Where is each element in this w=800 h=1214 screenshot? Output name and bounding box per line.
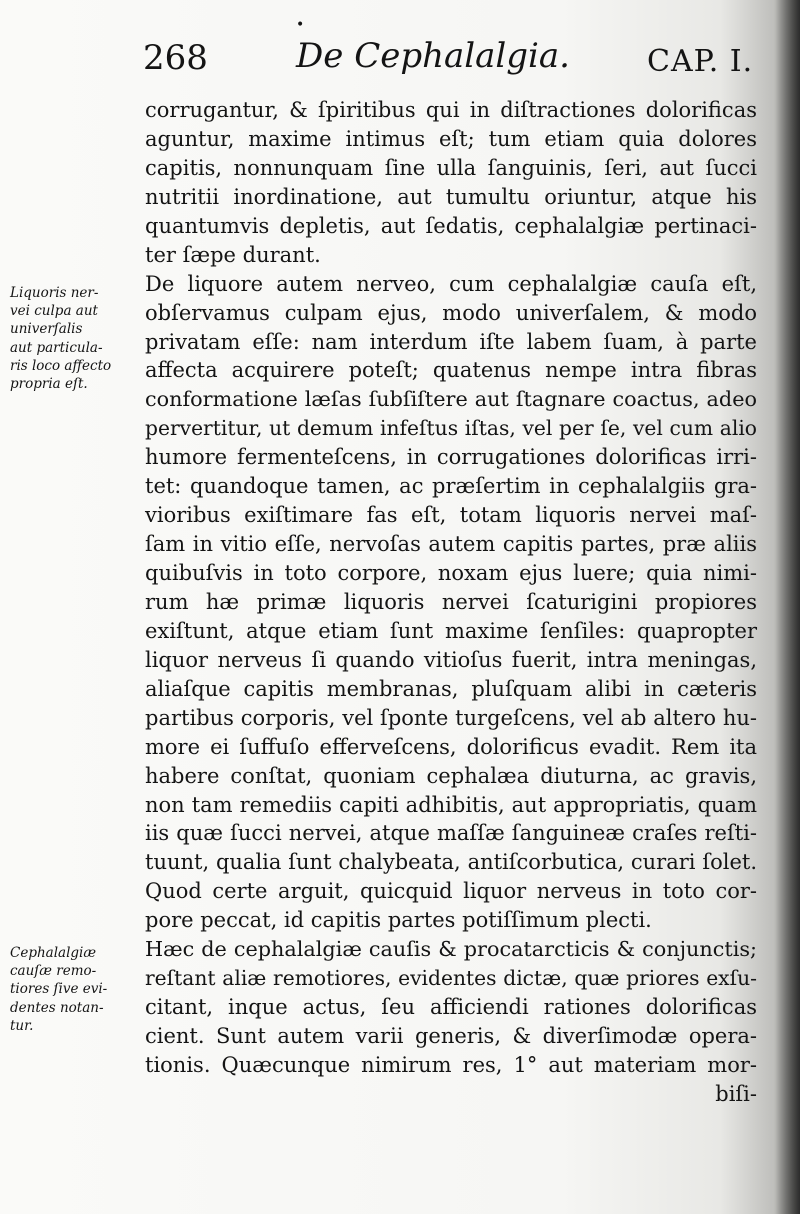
note-line: dentes notan- <box>10 999 104 1016</box>
text-line: conformatione læſas ſubſiſtere aut ſtagnare coactus, adeo <box>145 387 757 412</box>
text-line: rum hæ primæ liquoris nervei ſcaturigini propiores <box>145 589 757 614</box>
note-line: cauſæ remo- <box>10 963 97 980</box>
note-line: Cephalalgiæ <box>10 945 97 961</box>
text-line: privatam eſſe: nam interdum iſte labem ſuam, à parte <box>145 329 757 354</box>
text-line: ſam in vitio eſſe, nervoſas autem capitis partes, præ aliis <box>145 532 757 557</box>
text-line: non tam remediis capiti adhibitis, aut appropriatis, quam <box>145 792 757 817</box>
note-line: Liquoris ner- <box>10 285 99 301</box>
running-title: De Cephalalgia. <box>296 36 570 76</box>
body-text <box>145 96 757 1109</box>
binding-shadow <box>774 0 800 1214</box>
catchword: biſi- <box>715 1081 757 1106</box>
text-line: pervertitur, ut demum infeſtus iſtas, vel per ſe, vel cum alio <box>145 416 757 441</box>
note-line: tur. <box>10 1017 34 1034</box>
text-line: De liquore autem nerveo, cum cephalalgiæ cauſa eſt, <box>145 271 757 296</box>
note-line: aut particula- <box>10 339 103 356</box>
text-line: vioribus exiſtimare fas eſt, totam liquoris nervei maſ- <box>145 503 757 528</box>
text-line: cient. Sunt autem varii generis, & diverſimodæ opera- <box>145 1024 757 1048</box>
note-line: ris loco affecto <box>10 357 112 374</box>
text-line: affecta acquirere poteſt; quatenus nempe intra fibras <box>145 358 757 383</box>
page-header <box>0 30 800 90</box>
text-line: capitis, nonnunquam ſine ulla ſanguinis, ſeri, aut ſucci <box>145 155 757 180</box>
text-line: tet: quandoque tamen, ac præſertim in cephalalgiis gra- <box>145 474 757 499</box>
text-line: ter ſæpe durant. <box>145 242 321 267</box>
text-line: obſervamus culpam ejus, modo univerſalem, & modo <box>145 300 757 325</box>
text-line: Quod certe arguit, quicquid liquor nerveus in toto cor- <box>145 879 757 904</box>
text-line: nutritii inordinatione, aut tumultu oriuntur, atque his <box>145 184 757 209</box>
text-line: more ei ſuffuſo efferveſcens, dolorificus evadit. Rem ita <box>145 734 757 759</box>
text-line: habere conſtat, quoniam cephalæa diuturna, ac gravis, <box>145 763 757 788</box>
marginal-note <box>10 944 138 1035</box>
text-line: aliaſque capitis membranas, pluſquam alibi in cæteris <box>145 676 757 701</box>
note-line: vei culpa aut <box>10 303 98 320</box>
marginal-note <box>10 284 138 393</box>
text-line: quibuſvis in toto corpore, noxam ejus luere; quia nimi- <box>145 561 757 585</box>
text-line: citant, inque actus, ſeu afficiendi rationes dolorificas <box>145 995 757 1020</box>
note-line: propria eſt. <box>10 375 88 392</box>
text-line: partibus corporis, vel ſponte turgeſcens, vel ab altero hu- <box>145 705 757 730</box>
text-line: quantumvis depletis, aut ſedatis, cephalalgiæ pertinaci- <box>145 213 757 238</box>
text-line: corrugantur, & ſpiritibus qui in diſtractiones dolorificas <box>145 98 757 122</box>
text-line: pore peccat, id capitis partes potiſſimum plecti. <box>145 908 652 933</box>
note-line: tiores ſive evi- <box>10 981 108 998</box>
text-line: tionis. Quæcunque nimirum res, 1° aut materiam mor- <box>145 1052 757 1077</box>
text-line: tuunt, qualia ſunt chalybeata, antiſcorbutica, curari ſolet. <box>145 850 757 875</box>
printer-mark: • <box>296 17 305 33</box>
text-line: Hæc de cephalalgiæ cauſis & procatarcticis & conjunctis; <box>145 937 757 962</box>
text-line: liquor nerveus ſi quando vitioſus fuerit, intra meningas, <box>145 647 757 672</box>
page-number: 268 <box>143 38 208 78</box>
text-line: aguntur, maxime intimus eſt; tum etiam quia dolores <box>145 126 757 151</box>
text-line: iis quæ ſucci nervei, atque maſſæ ſanguineæ craſes reſti- <box>145 821 757 846</box>
note-line: univerſalis <box>10 321 83 338</box>
text-line: humore fermenteſcens, in corrugationes dolorificas irri- <box>145 445 757 470</box>
text-line: exiſtunt, atque etiam ſunt maxime ſenſiles: quapropter <box>145 618 757 643</box>
chapter-label: CAP. I. <box>647 44 754 79</box>
text-line: reſtant aliæ remotiores, evidentes dictæ, quæ priores exſu- <box>145 966 757 991</box>
